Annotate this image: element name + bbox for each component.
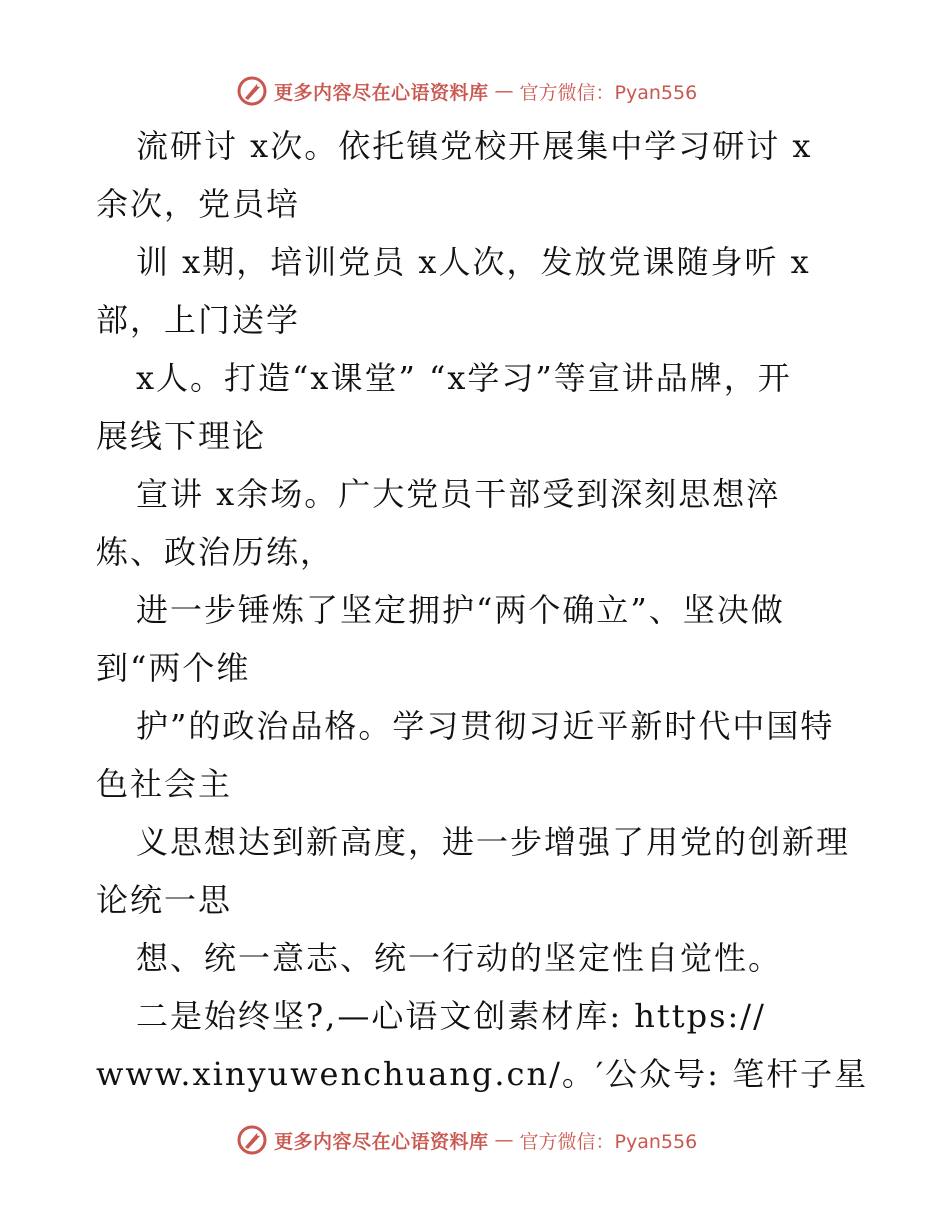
body-line: 部，上门送学 xyxy=(96,301,301,339)
body-line: 炼、政治历练， xyxy=(96,533,335,571)
body-line: 宣讲 x余场。广大党员干部受到深刻思想淬 xyxy=(136,475,781,513)
body-line: 到“两个维 xyxy=(96,649,251,687)
body-line: 展线下理论 xyxy=(96,417,267,455)
body-line: 义思想达到新高度，进一步增强了用党的创新理 xyxy=(136,823,851,861)
footer-brand-text: 更多内容尽在心语资料库 xyxy=(274,1130,489,1153)
header-watermark-banner xyxy=(236,74,697,108)
body-line: 护”的政治品格。学习贯彻习近平新时代中国特 xyxy=(136,707,835,745)
body-line: 论统一思 xyxy=(96,881,233,919)
pen-nib-logo-icon xyxy=(236,75,268,107)
body-line: 二是始终坚?,—心语文创素材库: https:// xyxy=(136,997,766,1035)
footer-contact-text: 官方微信：Pyan556 xyxy=(519,1130,698,1153)
body-line: 训 x期，培训党员 x人次，发放党课随身听 x xyxy=(136,243,811,281)
header-brand-text: 更多内容尽在心语资料库 xyxy=(274,81,489,104)
body-line: 进一步锤炼了坚定拥护“两个确立”、坚决做 xyxy=(136,591,785,629)
body-line: 流研讨 x次。依托镇党校开展集中学习研讨 x xyxy=(136,127,813,165)
body-line: x人。打造“x课堂” “x学习”等宣讲品牌，开 xyxy=(136,359,792,397)
header-contact-text: 官方微信：Pyan556 xyxy=(519,81,698,104)
pen-nib-logo-icon xyxy=(236,1124,268,1156)
body-line: www.xinyuwenchuang.cn/。′公众号: 笔杆子星 xyxy=(96,1055,869,1093)
body-line: 色社会主 xyxy=(96,765,233,803)
header-separator: — xyxy=(494,80,514,102)
body-line: 余次，党员培 xyxy=(96,185,301,223)
body-line: 想、统一意志、统一行动的坚定性自觉性。 xyxy=(136,939,783,977)
footer-separator: — xyxy=(494,1129,514,1151)
footer-watermark-banner xyxy=(236,1123,697,1157)
